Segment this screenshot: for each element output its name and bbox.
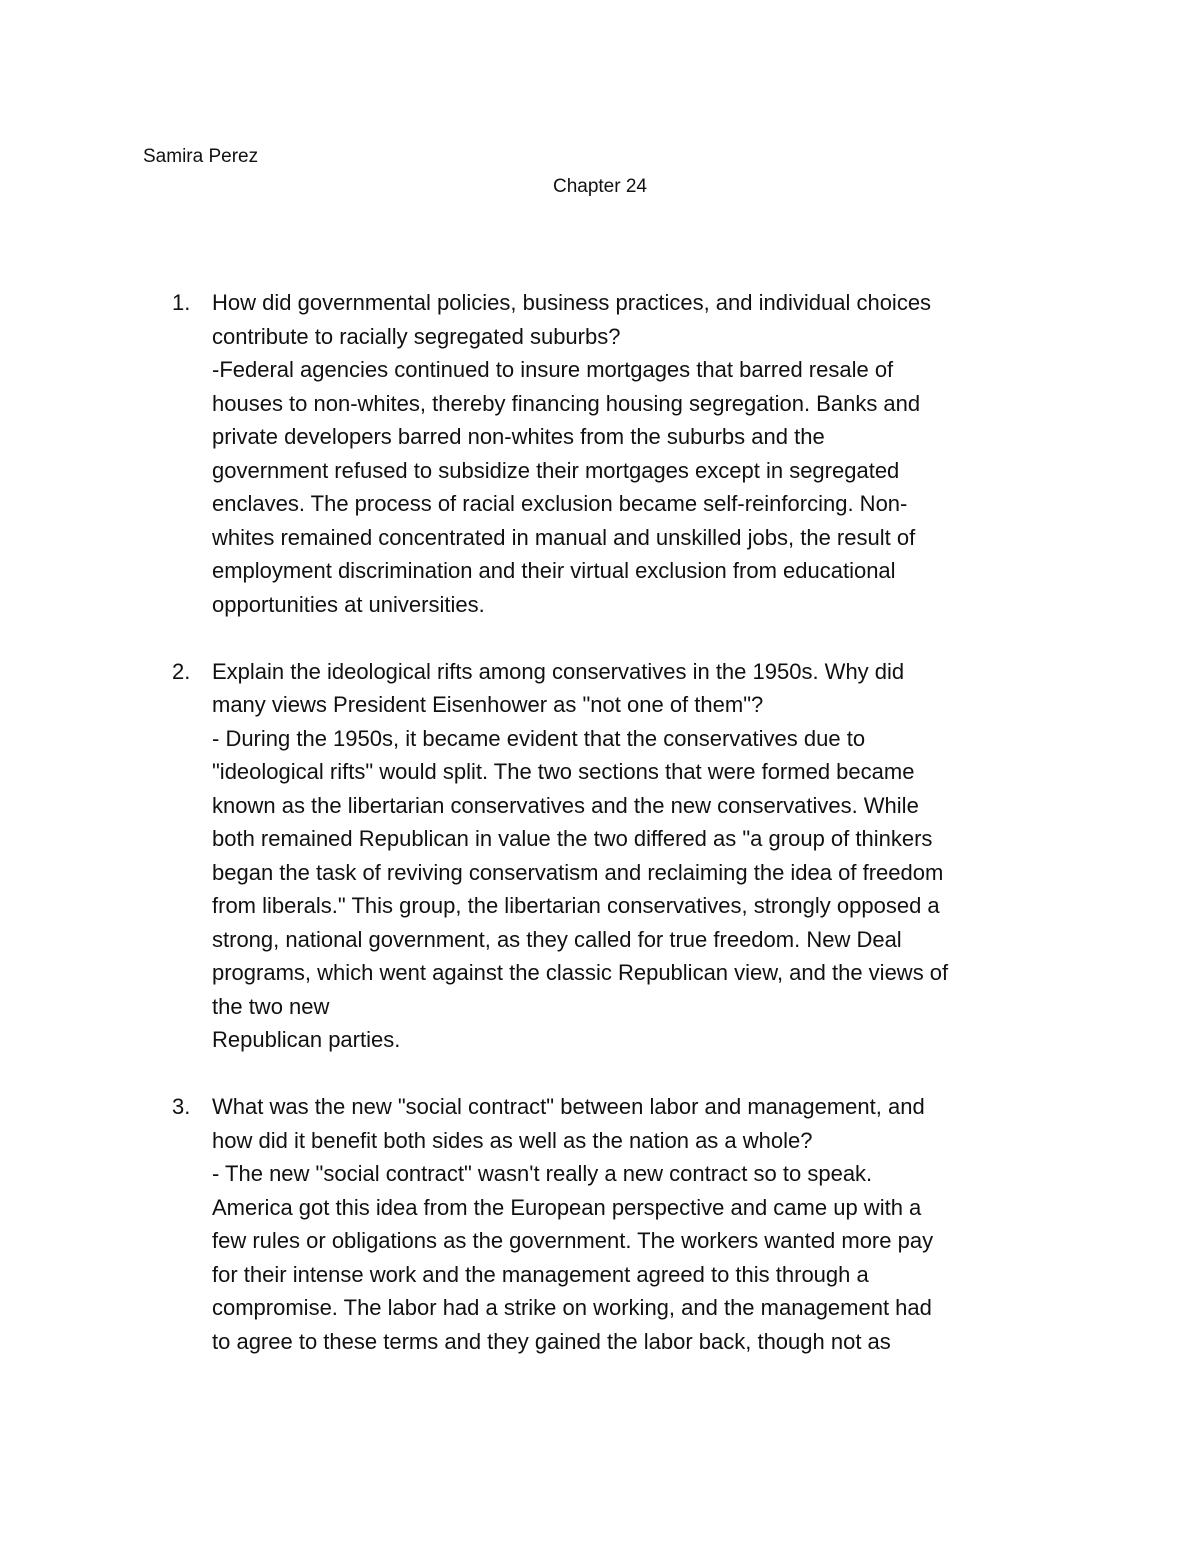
answer-line: known as the libertarian conservatives and the new conservatives. While xyxy=(212,792,919,818)
answer-line: few rules or obligations as the government. The workers wanted more pay xyxy=(212,1228,934,1253)
answer-line: both remained Republican in value the two differed as "a group of thinkers xyxy=(212,826,933,851)
answer-line: whites remained concentrated in manual and unskilled jobs, the result of xyxy=(212,524,916,550)
answer-line: compromise. The labor had a strike on working, and the management had xyxy=(212,1295,932,1320)
answer-line: began the task of reviving conservatism and reclaiming the idea of freedom xyxy=(212,859,944,885)
answer-line: strong, national government, as they called for true freedom. New Deal xyxy=(212,926,902,952)
answer-line: -Federal agencies continued to insure mortgages that barred resale of xyxy=(212,357,894,382)
question-number: 1. xyxy=(172,290,191,315)
question-item xyxy=(172,655,1062,1057)
answer-line: - During the 1950s, it became evident that the conservatives due to xyxy=(212,725,866,751)
answer-line: to agree to these terms and they gained the labor back, though not as xyxy=(212,1328,891,1354)
answer-line: America got this idea from the European perspective and came up with a xyxy=(212,1194,922,1220)
answer-line: employment discrimination and their virtual exclusion from educational xyxy=(212,558,896,583)
answer-line: private developers barred non-whites from the suburbs and the xyxy=(212,424,825,449)
answer-line: enclaves. The process of racial exclusion became self-reinforcing. Non- xyxy=(212,491,908,516)
question-item xyxy=(172,1090,1062,1358)
question-line: how did it benefit both sides as well as the nation as a whole? xyxy=(212,1127,813,1153)
answer-line: Republican parties. xyxy=(212,1027,401,1052)
question-line: Explain the ideological rifts among conservatives in the 1950s. Why did xyxy=(212,658,905,684)
answer-line: programs, which went against the classic Republican view, and the views of xyxy=(212,960,949,985)
question-line: contribute to racially segregated suburbs? xyxy=(212,323,621,349)
answer-line: the two new xyxy=(212,993,330,1019)
answer-line: government refused to subsidize their mortgages except in segregated xyxy=(212,457,900,483)
answer-line: from liberals." This group, the libertarian conservatives, strongly opposed a xyxy=(212,893,940,918)
question-number: 2. xyxy=(172,658,191,684)
answer-line: opportunities at universities. xyxy=(212,591,485,617)
answer-line: - The new "social contract" wasn't really a new contract so to speak. xyxy=(212,1161,873,1186)
question-line: How did governmental policies, business practices, and individual choices xyxy=(212,290,932,315)
answer-line: for their intense work and the management agreed to this through a xyxy=(212,1261,869,1287)
question-line: What was the new "social contract" between labor and management, and xyxy=(212,1094,925,1119)
question-line: many views President Eisenhower as "not one of them"? xyxy=(212,692,764,717)
question-item xyxy=(172,286,1062,621)
question-list xyxy=(172,286,1062,1392)
question-number: 3. xyxy=(172,1094,191,1119)
author-name: Samira Perez xyxy=(143,146,259,167)
chapter-title: Chapter 24 xyxy=(552,176,647,197)
answer-line: "ideological rifts" would split. The two sections that were formed became xyxy=(212,759,915,784)
answer-line: houses to non-whites, thereby financing housing segregation. Banks and xyxy=(212,390,921,416)
